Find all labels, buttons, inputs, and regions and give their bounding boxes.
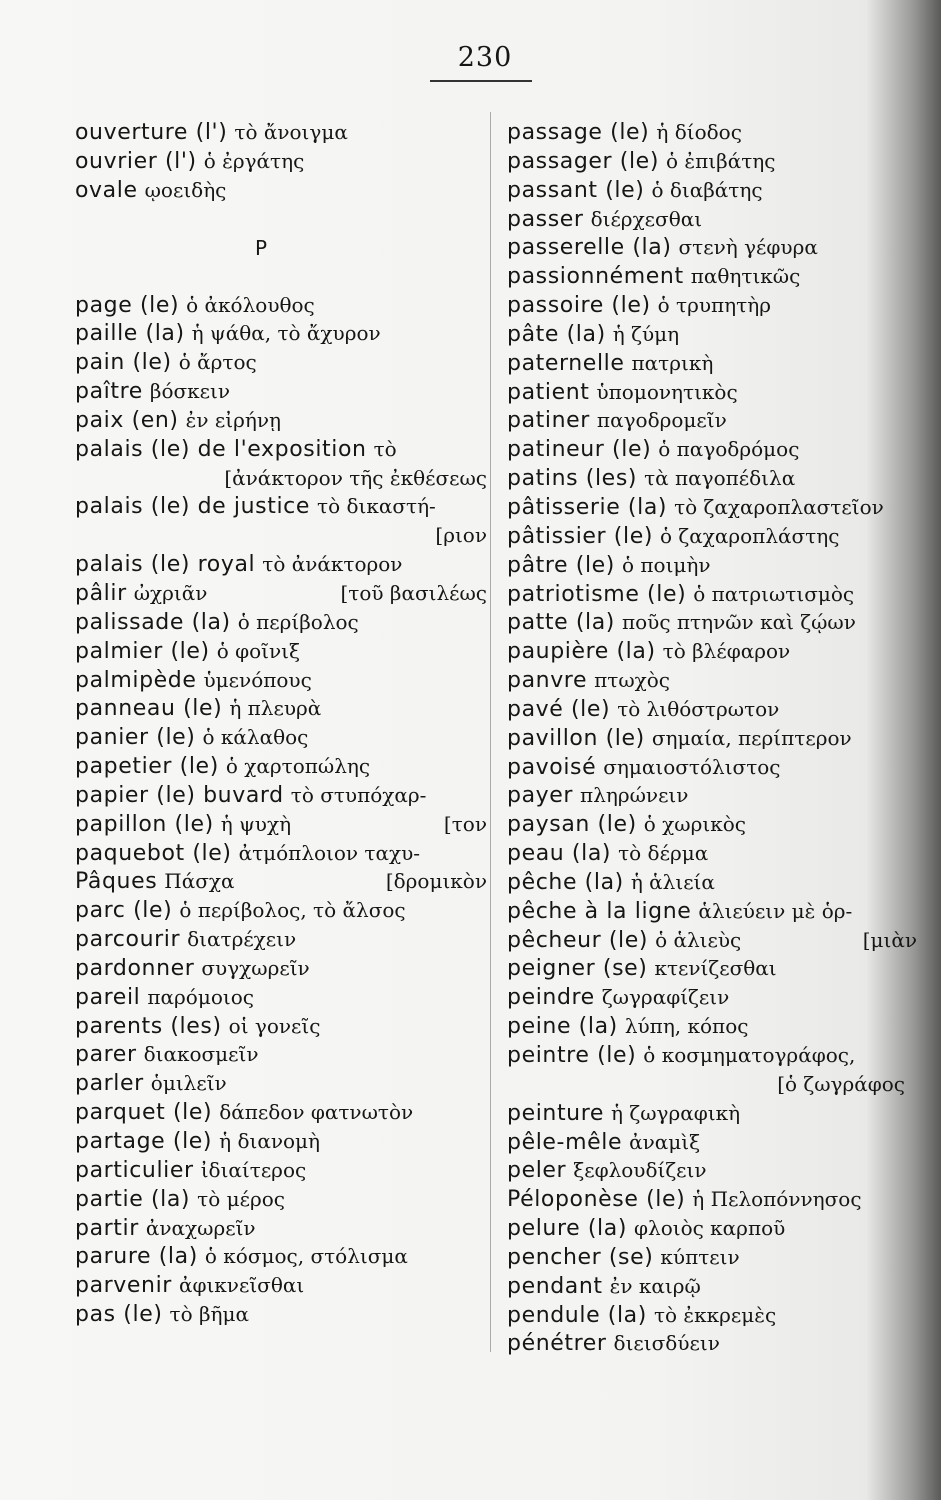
dictionary-entry: [75, 435, 487, 464]
greek-translation: ὁ κοσμηματογράφος,: [643, 1043, 856, 1067]
dictionary-entry: [507, 1185, 917, 1214]
greek-translation: βόσκειν: [149, 379, 231, 404]
continuation-fragment: [τον: [443, 811, 487, 836]
french-headword: palmier (le): [75, 638, 210, 664]
dictionary-entry: [75, 492, 487, 521]
dictionary-entry: [75, 1214, 487, 1243]
dictionary-entry: [507, 147, 917, 176]
french-headword: parler: [75, 1071, 144, 1097]
dictionary-entry: [75, 810, 487, 839]
french-headword: peler: [507, 1158, 567, 1184]
greek-translation: κτενίζεσθαι: [654, 956, 777, 981]
french-headword: parc (le): [75, 898, 173, 924]
dictionary-entry: [507, 637, 917, 666]
french-headword: paille (la): [75, 321, 185, 347]
greek-translation: τὸ λιθόστρωτον: [617, 696, 780, 721]
greek-translation: τὰ παγοπέδιλα: [644, 466, 796, 491]
french-headword: pencher (se): [507, 1244, 654, 1270]
continuation-fragment: [μιὰν: [862, 927, 917, 952]
french-headword: passionnément: [507, 264, 684, 290]
greek-translation: τὸ ἐκκρεμὲς: [653, 1302, 777, 1327]
dictionary-entry: [507, 378, 917, 407]
dictionary-entry: [507, 1099, 917, 1128]
dictionary-entry: [507, 349, 917, 378]
greek-translation: ὁ κάλαθος: [202, 725, 309, 750]
french-headword: palais (le) de l'exposition: [75, 436, 367, 462]
dictionary-entry: [75, 752, 487, 781]
dictionary-entry: [507, 810, 917, 839]
french-headword: pelure (la): [507, 1216, 628, 1242]
greek-translation: ὑπομονητικὸς: [596, 379, 738, 404]
greek-translation: ὁ ποιμὴν: [621, 552, 711, 577]
dictionary-entry: [507, 262, 917, 291]
dictionary-entry: [507, 1329, 917, 1358]
dictionary-entry: [507, 781, 917, 810]
french-headword: pavé (le): [507, 696, 611, 722]
greek-translation: ὁ διαβάτης: [651, 177, 763, 202]
dictionary-entry: [75, 348, 487, 377]
header-rule: [430, 80, 532, 82]
greek-translation: πληρώνειν: [580, 783, 689, 808]
greek-translation: σημαιοστόλιστος: [603, 754, 781, 779]
dictionary-entry: [507, 406, 917, 435]
dictionary-entry: [75, 1040, 487, 1069]
greek-translation: ἡ διανομὴ: [219, 1129, 321, 1153]
dictionary-entry: [75, 147, 487, 176]
greek-translation: τὸ ἄνοιγμα: [234, 120, 348, 144]
dictionary-entry: [75, 1271, 487, 1300]
french-headword: pas (le): [75, 1302, 163, 1328]
french-headword: panier (le): [75, 725, 196, 751]
greek-translation: τὸ βλέφαρον: [662, 639, 791, 664]
greek-translation: διατρέχειν: [187, 927, 297, 952]
french-headword: pareil: [75, 984, 141, 1010]
french-headword: palmipède: [75, 667, 197, 693]
dictionary-entry: [75, 1012, 487, 1041]
french-headword: pavoisé: [507, 754, 597, 780]
greek-translation: Πάσχα: [164, 869, 235, 894]
french-headword: pardonner: [75, 955, 195, 981]
greek-translation: ὁ ζαχαροπλάστης: [660, 523, 840, 548]
greek-translation: ῳοειδὴς: [144, 177, 227, 202]
french-headword: passant (le): [507, 177, 645, 203]
french-headword: patient: [507, 379, 590, 405]
greek-translation: πατρικὴ: [631, 350, 714, 375]
dictionary-entry: [507, 1272, 917, 1301]
dictionary-entry: [507, 205, 917, 234]
greek-translation: τὸ μέρος: [197, 1186, 285, 1211]
dictionary-entry: [75, 1156, 487, 1185]
dictionary-entry: [507, 753, 917, 782]
greek-translation: ἡ δίοδος: [656, 120, 742, 144]
greek-translation: ὁ χαρτοπώλης: [225, 754, 371, 779]
dictionary-entry: [507, 493, 917, 522]
greek-translation: δάπεδον φατνωτὸν: [219, 1100, 414, 1125]
french-headword: palais (le) royal: [75, 552, 256, 578]
dictionary-entry: [75, 983, 487, 1012]
continuation-line: [ριον: [435, 523, 487, 548]
greek-translation: ὁ κόσμος, στόλισμα: [204, 1244, 408, 1269]
french-headword: pavillon (le): [507, 725, 645, 751]
dictionary-entry: [75, 694, 487, 723]
dictionary-entry: [75, 925, 487, 954]
dictionary-entry: [507, 1243, 917, 1272]
french-headword: parvenir: [75, 1273, 172, 1299]
greek-translation: ἰδιαίτερος: [200, 1157, 307, 1182]
greek-translation: παγοδρομεῖν: [596, 408, 727, 433]
french-headword: ouverture (l'): [75, 120, 228, 145]
dictionary-entry: [75, 896, 487, 925]
french-headword: paternelle: [507, 350, 625, 376]
greek-translation: ἐν εἰρήνῃ: [185, 407, 281, 432]
french-headword: partie (la): [75, 1186, 191, 1212]
french-headword: paître: [75, 379, 143, 405]
greek-translation: τὸ ἀνάκτορον: [262, 552, 403, 577]
greek-translation: τὸ δέρμα: [618, 841, 709, 866]
right-entries-p2: [507, 1099, 917, 1359]
greek-translation: ἐν καιρῷ: [609, 1273, 701, 1298]
greek-translation: ὁ περίβολος: [237, 609, 359, 634]
dictionary-entry: [75, 1069, 487, 1098]
section-letter: P: [254, 235, 268, 260]
dictionary-entry: [507, 1128, 917, 1157]
french-headword: parcourir: [75, 927, 181, 953]
greek-translation: τὸ στυπόχαρ-: [290, 782, 427, 807]
greek-translation: ἡ ζωγραφικὴ: [611, 1100, 741, 1125]
dictionary-entry: [507, 926, 917, 955]
greek-translation: διέρχεσθαι: [590, 206, 703, 231]
page-number: 230: [457, 42, 513, 73]
dictionary-entry: [75, 406, 487, 435]
greek-translation: σημαία, περίπτερον: [651, 725, 852, 750]
dictionary-entry: [75, 867, 487, 896]
french-headword: parquet (le): [75, 1100, 213, 1126]
dictionary-entry: [75, 1185, 487, 1214]
french-headword: peau (la): [507, 841, 612, 867]
greek-translation: ἡ Πελοπόννησος: [692, 1187, 862, 1212]
french-headword: passager (le): [507, 148, 660, 174]
greek-translation: ἡ ψάθα, τὸ ἄχυρον: [191, 321, 381, 346]
greek-translation: ὁ περίβολος, τὸ ἄλσος: [179, 898, 406, 923]
french-headword: paupière (la): [507, 639, 656, 665]
dictionary-entry: [507, 839, 917, 868]
french-headword: patiner: [507, 408, 590, 434]
french-headword: pénétrer: [507, 1331, 607, 1357]
dictionary-entry: [75, 579, 487, 608]
dictionary-entry: [75, 954, 487, 983]
dictionary-entry: [507, 608, 917, 637]
dictionary-entry: [507, 983, 917, 1012]
greek-translation: ἀναχωρεῖν: [145, 1215, 256, 1240]
greek-translation: οἱ γονεῖς: [228, 1013, 321, 1038]
french-headword: particulier: [75, 1157, 194, 1183]
column-divider: [490, 112, 491, 1352]
french-headword: payer: [507, 783, 574, 809]
dictionary-entry: [507, 1301, 917, 1330]
greek-translation: ἡ ἁλιεία: [630, 869, 715, 894]
dictionary-entry: [75, 1300, 487, 1329]
french-headword: pâte (la): [507, 321, 606, 347]
greek-translation: ἀναμὶξ: [629, 1129, 701, 1154]
dictionary-entry: [75, 608, 487, 637]
french-headword: ovale: [75, 177, 138, 203]
french-headword: patriotisme (le): [507, 581, 687, 607]
french-headword: pâtre (le): [507, 552, 615, 578]
dictionary-entry: [507, 464, 917, 493]
french-headword: pendule (la): [507, 1302, 647, 1328]
dictionary-entry: [507, 695, 917, 724]
french-headword: panneau (le): [75, 696, 223, 722]
continuation-line: [ἀνάκτορον τῆς ἐκθέσεως: [224, 465, 487, 490]
greek-translation: ξεφλουδίζειν: [573, 1158, 707, 1183]
greek-translation: ὁ ἐργάτης: [203, 148, 305, 173]
greek-translation: ὑμενόπους: [203, 667, 312, 692]
continuation-fragment: [τοῦ βασιλέως: [340, 580, 487, 605]
dictionary-entry: [75, 839, 487, 868]
dictionary-entry: [75, 781, 487, 810]
french-headword: partir: [75, 1215, 139, 1241]
greek-translation: παθητικῶς: [690, 264, 801, 289]
french-headword: Pâques: [75, 869, 158, 895]
dictionary-entry: [507, 724, 917, 753]
french-headword: passage (le): [507, 120, 650, 145]
dictionary-entry: [507, 1214, 917, 1243]
french-headword: passerelle (la): [507, 235, 672, 261]
dictionary-entry: [507, 954, 917, 983]
french-headword: peintre (le): [507, 1043, 637, 1068]
french-headword: pêcheur (le): [507, 927, 649, 953]
french-headword: page (le): [75, 292, 180, 318]
dictionary-entry: [75, 666, 487, 695]
french-headword: pêle-mêle: [507, 1129, 623, 1155]
french-headword: passoire (le): [507, 293, 651, 319]
dictionary-entry: [75, 1098, 487, 1127]
greek-translation: ἡ ψυχὴ: [220, 811, 292, 836]
dictionary-entry: [507, 1041, 917, 1070]
greek-translation: ἡ πλευρὰ: [229, 696, 322, 721]
greek-translation: ὁ παγοδρόμος: [658, 437, 800, 462]
greek-translation: ὁ χωρικὸς: [643, 812, 746, 837]
dictionary-entry: [75, 319, 487, 348]
french-headword: patins (les): [507, 466, 638, 492]
dictionary-entry: [507, 233, 917, 262]
greek-translation: παρόμοιος: [147, 984, 254, 1009]
greek-translation: φλοιὸς καρποῦ: [634, 1216, 786, 1241]
greek-translation: ὠχριᾶν: [133, 580, 208, 605]
french-headword: papetier (le): [75, 754, 219, 780]
french-headword: parure (la): [75, 1244, 198, 1270]
continuation-line: [ὁ ζωγράφος: [777, 1071, 905, 1096]
dictionary-entry: [75, 550, 487, 579]
french-headword: panvre: [507, 668, 588, 694]
french-headword: pendant: [507, 1273, 603, 1299]
dictionary-entry: [75, 1242, 487, 1271]
french-headword: peinture: [507, 1100, 605, 1126]
dictionary-entry: [507, 551, 917, 580]
greek-translation: συγχωρεῖν: [201, 955, 310, 980]
dictionary-entry: [507, 522, 917, 551]
french-headword: palissade (la): [75, 609, 231, 635]
greek-translation: ὁ φοῖνιξ: [216, 638, 301, 663]
greek-translation: κύπτειν: [660, 1244, 740, 1269]
greek-translation: τὸ: [373, 436, 397, 461]
left-entries-p2: [75, 492, 487, 521]
greek-translation: ὁ τρυπητὴρ: [657, 293, 771, 318]
french-headword: papillon (le): [75, 811, 214, 837]
greek-translation: στενὴ γέφυρα: [678, 235, 818, 260]
dictionary-entry: [507, 435, 917, 464]
dictionary-entry: [75, 118, 487, 147]
greek-translation: ὁ ἁλιεὺς: [655, 927, 742, 952]
left-entries-o: [75, 118, 487, 205]
dictionary-entry: [507, 1156, 917, 1185]
french-headword: paquebot (le): [75, 840, 232, 866]
french-headword: parer: [75, 1042, 137, 1068]
dictionary-entry: [507, 291, 917, 320]
greek-translation: ὁ ἄρτος: [178, 350, 257, 375]
left-column: [75, 118, 487, 1329]
greek-translation: ἁλιεύειν μὲ ὁρ-: [698, 898, 853, 923]
french-headword: peigner (se): [507, 956, 648, 982]
dictionary-entry: [75, 1127, 487, 1156]
french-headword: pain (le): [75, 350, 172, 376]
french-headword: pâtisserie (la): [507, 494, 668, 520]
dictionary-entry: [507, 118, 917, 147]
dictionary-entry: [507, 868, 917, 897]
greek-translation: ὁ ἀκόλουθος: [186, 292, 315, 317]
greek-translation: τὸ δικαστή-: [317, 494, 436, 519]
french-headword: paix (en): [75, 407, 179, 433]
dictionary-entry: [507, 176, 917, 205]
french-headword: peindre: [507, 985, 595, 1011]
french-headword: passer: [507, 206, 584, 232]
french-headword: pâtissier (le): [507, 523, 654, 549]
left-entries-p1: [75, 291, 487, 464]
right-column: [507, 118, 917, 1358]
french-headword: ouvrier (l'): [75, 148, 197, 174]
left-entries-p3: [75, 550, 487, 1329]
dictionary-entry: [75, 723, 487, 752]
dictionary-entry: [507, 580, 917, 609]
dictionary-entry: [75, 637, 487, 666]
greek-translation: ἡ ζύμη: [612, 321, 680, 346]
greek-translation: ζωγραφίζειν: [601, 985, 730, 1010]
greek-translation: ἀτμόπλοιον ταχυ-: [238, 840, 421, 865]
greek-translation: διακοσμεῖν: [143, 1042, 259, 1067]
greek-translation: λύπη, κόπος: [624, 1014, 749, 1039]
greek-translation: τὸ ζαχαροπλαστεῖον: [674, 494, 884, 519]
greek-translation: ὁ ἐπιβάτης: [666, 148, 776, 173]
right-entries-p1: [507, 118, 917, 1070]
french-headword: paysan (le): [507, 812, 637, 838]
greek-translation: ὁμιλεῖν: [150, 1071, 227, 1096]
greek-translation: πτωχὸς: [594, 668, 670, 693]
french-headword: palais (le) de justice: [75, 494, 310, 520]
french-headword: parents (les): [75, 1013, 222, 1039]
greek-translation: τὸ βῆμα: [169, 1302, 250, 1327]
greek-translation: ποῦς πτηνῶν καὶ ζῴων: [622, 610, 856, 635]
dictionary-entry: [75, 377, 487, 406]
dictionary-entry: [507, 320, 917, 349]
greek-translation: ἀφικνεῖσθαι: [178, 1273, 305, 1298]
french-headword: peine (la): [507, 1014, 618, 1040]
greek-translation: ὁ πατριωτισμὸς: [693, 581, 855, 606]
french-headword: papier (le) buvard: [75, 782, 284, 808]
dictionary-entry: [507, 897, 917, 926]
dictionary-entry: [75, 291, 487, 320]
french-headword: pêche (la): [507, 869, 624, 895]
greek-translation: διεισδύειν: [613, 1331, 720, 1356]
french-headword: Péloponèse (le): [507, 1187, 686, 1213]
french-headword: patineur (le): [507, 437, 652, 463]
french-headword: patte (la): [507, 610, 615, 636]
dictionary-entry: [507, 666, 917, 695]
continuation-fragment: [δρομικὸν: [385, 869, 487, 894]
dictionary-entry: [507, 1012, 917, 1041]
french-headword: partage (le): [75, 1129, 213, 1154]
french-headword: pâlir: [75, 580, 127, 606]
french-headword: pêche à la ligne: [507, 898, 692, 924]
dictionary-entry: [75, 176, 487, 205]
